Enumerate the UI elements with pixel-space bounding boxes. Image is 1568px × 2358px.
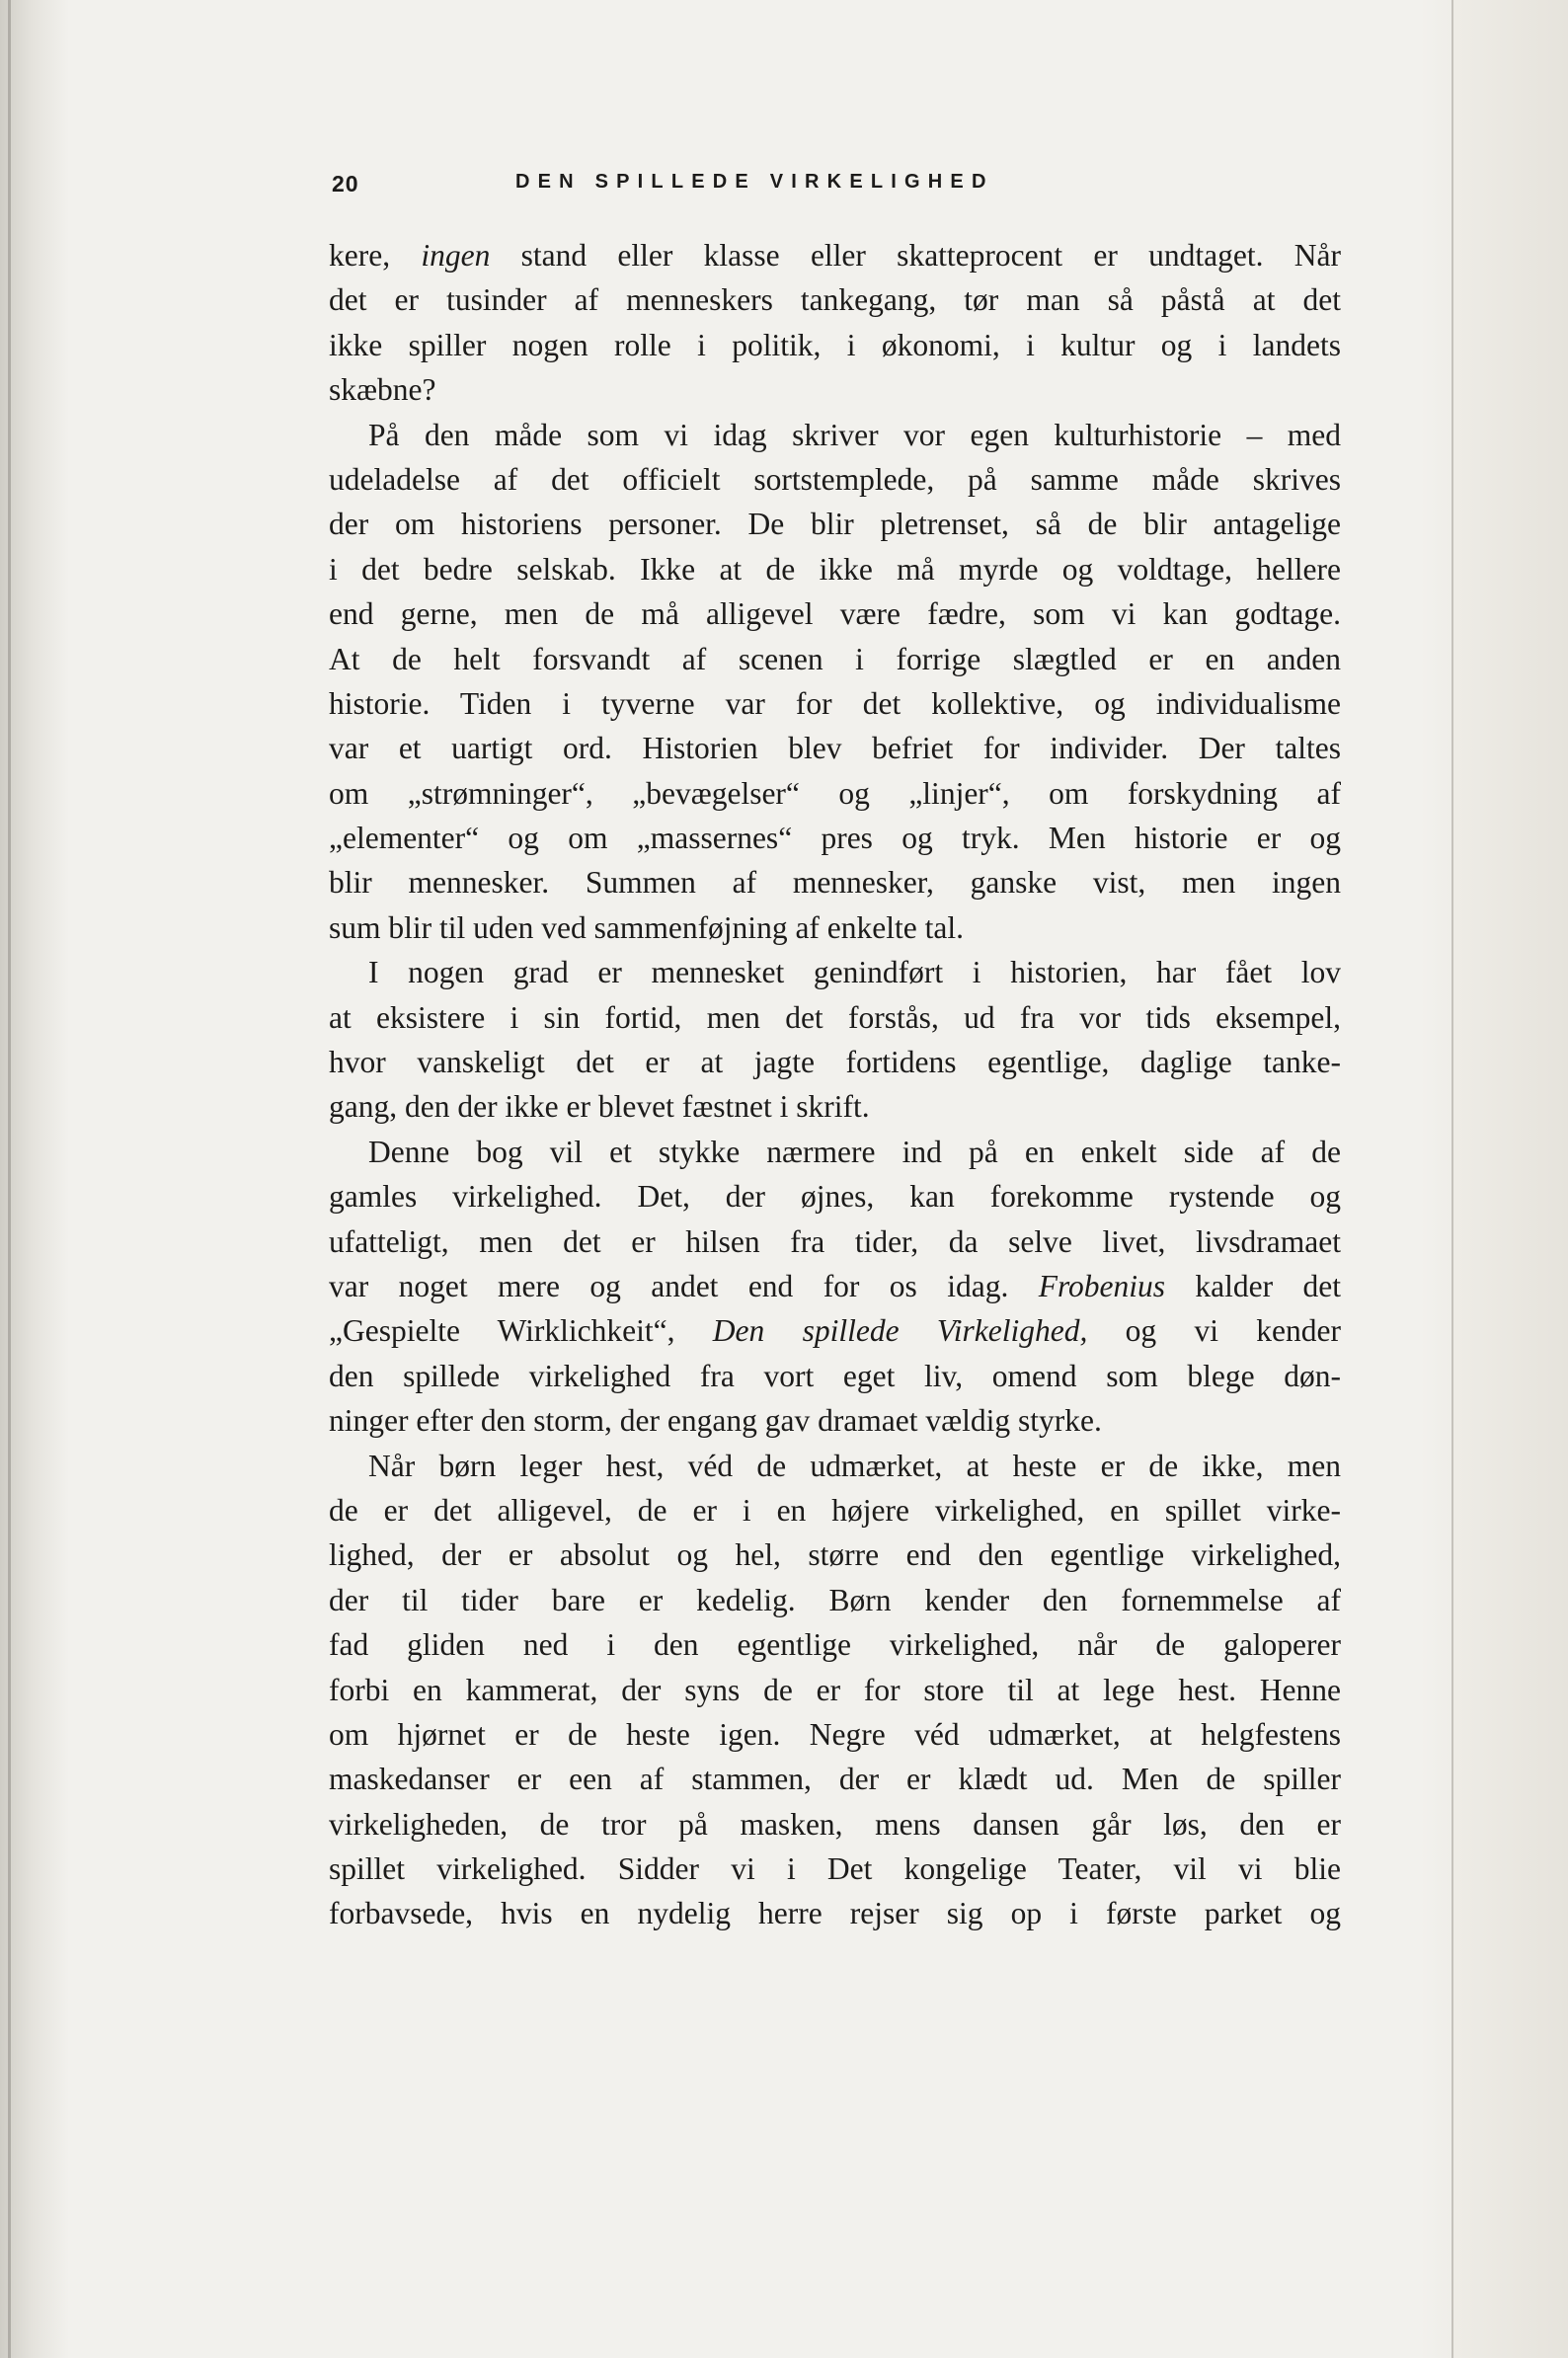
italic-text: Den spillede Virkelighed, — [712, 1313, 1088, 1349]
text-line — [329, 816, 1341, 860]
text-run: om hjørnet er de heste igen. Negre véd udmærket, at helgfestens — [329, 1716, 1341, 1752]
text-run: og vi kender — [1087, 1313, 1341, 1349]
text-run: maskedanser er een af stammen, der er klædt ud. Men de spiller — [329, 1762, 1341, 1797]
italic-text: ingen — [421, 238, 491, 273]
text-run: ufatteligt, men det er hilsen fra tider, da selve livet, livsdramaet — [329, 1223, 1341, 1259]
text-line — [329, 1847, 1341, 1891]
text-line — [329, 1891, 1341, 1935]
text-run: At de helt forsvandt af scenen i forrige slægtled er en anden — [329, 641, 1341, 676]
text-run: historie. Tiden i tyverne var for det kollektive, og individualisme — [329, 685, 1341, 721]
text-line — [329, 367, 1341, 412]
text-line — [329, 457, 1341, 502]
page-number: 20 — [332, 171, 359, 196]
text-run: end gerne, men de må alligevel være fædre, som vi kan godtage. — [329, 596, 1341, 632]
text-run: stand eller klasse eller skatteprocent er undtaget. Når — [490, 238, 1342, 273]
text-run: i det bedre selskab. Ikke at de ikke må myrde og voldtage, hellere — [329, 551, 1341, 587]
text-line — [329, 1264, 1341, 1308]
text-line — [329, 860, 1341, 904]
text-line — [329, 413, 1341, 457]
text-line — [329, 995, 1341, 1040]
text-line — [329, 1040, 1341, 1084]
text-line — [329, 637, 1341, 681]
text-line — [329, 502, 1341, 546]
text-run: „Gespielte Wirklichkeit“, — [329, 1313, 713, 1349]
page-edge-left — [8, 0, 11, 2358]
text-line — [329, 547, 1341, 591]
text-run: der om historiens personer. De blir pletrenset, så de blir antagelige — [329, 507, 1341, 542]
text-run: forbi en kammerat, der syns de er for store til at lege hest. Henne — [329, 1672, 1341, 1707]
text-run: virkeligheden, de tror på masken, mens dansen går løs, den er — [329, 1806, 1341, 1842]
text-run: hvor vanskeligt det er at jagte fortidens egentlige, daglige tanke- — [329, 1045, 1341, 1080]
text-run: de er det alligevel, de er i en højere virkelighed, en spillet virke- — [329, 1492, 1341, 1528]
text-run: „elementer“ og om „massernes“ pres og tryk. Men historie er og — [329, 821, 1341, 856]
text-line — [329, 1622, 1341, 1667]
text-run: I nogen grad er mennesket genindført i historien, har fået lov — [368, 955, 1341, 990]
text-run: gamles virkelighed. Det, der øjnes, kan forekomme rystende og — [329, 1179, 1341, 1215]
running-title: DEN SPILLEDE VIRKELIGHED — [515, 171, 994, 193]
text-run: forbavsede, hvis en nydelig herre rejser sig op i første parket og — [329, 1896, 1341, 1931]
text-line — [329, 905, 1341, 950]
text-line — [329, 1398, 1341, 1443]
text-run: gang, den der ikke er blevet fæstnet i skrift. — [329, 1089, 870, 1125]
text-run: sum blir til uden ved sammenføjning af enkelte tal. — [329, 909, 964, 945]
text-line — [329, 1308, 1341, 1353]
text-line — [329, 726, 1341, 770]
text-run: om „strømninger“, „bevægelser“ og „linjer“, om forskydning af — [329, 775, 1341, 811]
text-run: blir mennesker. Summen af mennesker, ganske vist, men ingen — [329, 865, 1341, 901]
text-run: skæbne? — [329, 372, 436, 408]
text-run: ikke spiller nogen rolle i politik, i økonomi, i kultur og i landets — [329, 327, 1341, 362]
text-line — [329, 1174, 1341, 1218]
text-line — [329, 591, 1341, 636]
text-run: ninger efter den storm, der engang gav dramaet vældig styrke. — [329, 1403, 1102, 1439]
text-run: kere, — [329, 238, 422, 273]
text-line — [329, 681, 1341, 726]
text-run: at eksistere i sin fortid, men det forstås, ud fra vor tids eksempel, — [329, 999, 1341, 1035]
text-line — [329, 1488, 1341, 1533]
text-run: var noget mere og andet end for os idag. — [329, 1268, 1039, 1303]
text-run: der til tider bare er kedelig. Børn kender den fornemmelse af — [329, 1582, 1341, 1617]
text-line — [329, 950, 1341, 994]
text-run: det er tusinder af menneskers tankegang, tør man så påstå at det — [329, 282, 1341, 318]
page-edge-right — [1451, 0, 1453, 2358]
text-line — [329, 1578, 1341, 1622]
text-line — [329, 1533, 1341, 1577]
text-line — [329, 771, 1341, 816]
page-header — [332, 171, 1339, 210]
text-line — [329, 1130, 1341, 1174]
text-run: Når børn leger hest, véd de udmærket, at heste er de ikke, men — [368, 1448, 1341, 1483]
text-run: Denne bog vil et stykke nærmere ind på en enkelt side af de — [368, 1134, 1341, 1169]
text-line — [329, 1712, 1341, 1757]
italic-text: Frobenius — [1038, 1268, 1166, 1303]
text-line — [329, 1354, 1341, 1398]
text-line — [329, 233, 1341, 277]
text-line — [329, 1802, 1341, 1847]
text-line — [329, 1084, 1341, 1129]
text-run: var et uartigt ord. Historien blev befriet for individer. Der taltes — [329, 731, 1341, 766]
text-run: fad gliden ned i den egentlige virkelighed, når de galoperer — [329, 1627, 1341, 1663]
text-line — [329, 277, 1341, 322]
body-text — [329, 233, 1341, 1936]
text-line — [329, 323, 1341, 367]
text-run: lighed, der er absolut og hel, større end den egentlige virkelighed, — [329, 1537, 1341, 1573]
text-run: På den måde som vi idag skriver vor egen kulturhistorie – med — [368, 417, 1341, 452]
text-run: spillet virkelighed. Sidder vi i Det kongelige Teater, vil vi blie — [329, 1851, 1341, 1887]
text-line — [329, 1444, 1341, 1488]
facing-page-strip — [1453, 0, 1568, 2358]
text-line — [329, 1219, 1341, 1264]
text-run: den spillede virkelighed fra vort eget liv, omend som blege døn- — [329, 1358, 1341, 1393]
text-run: udeladelse af det officielt sortstemplede, på samme måde skrives — [329, 461, 1341, 497]
text-line — [329, 1668, 1341, 1712]
text-run: kalder det — [1165, 1268, 1341, 1303]
text-line — [329, 1757, 1341, 1801]
